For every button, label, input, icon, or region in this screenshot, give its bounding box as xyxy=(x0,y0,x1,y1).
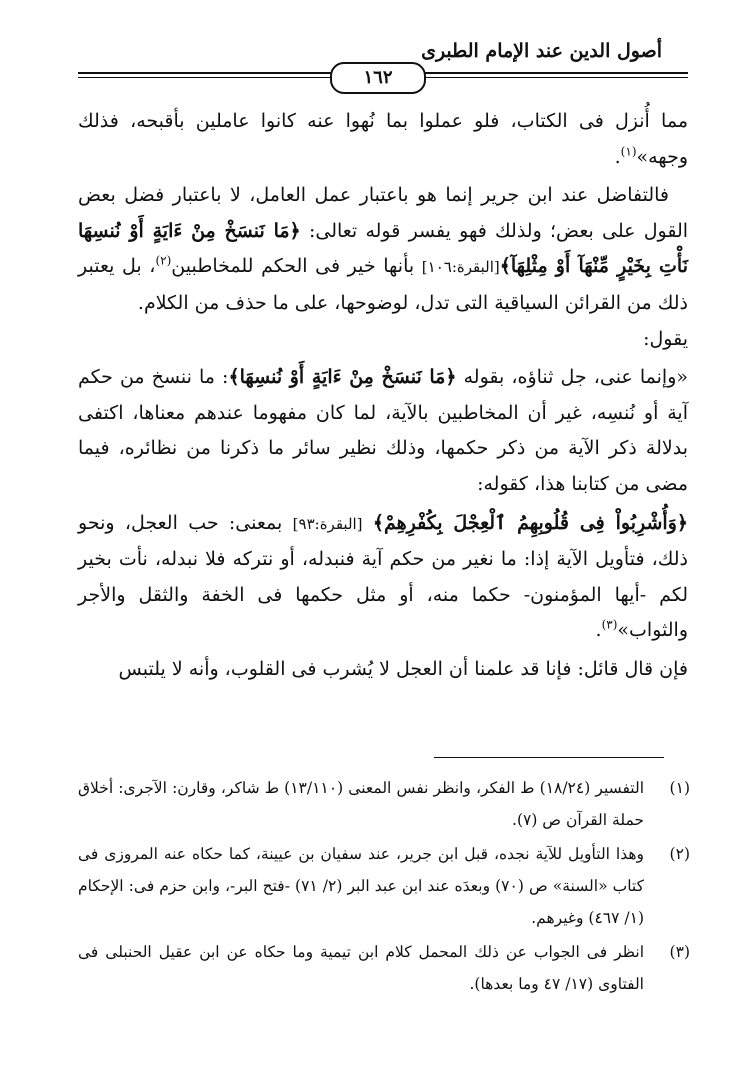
paragraph xyxy=(78,322,688,358)
page-number: ١٦٢ xyxy=(330,62,426,94)
paragraph-text: يقول: xyxy=(643,327,688,350)
footnote-separator xyxy=(434,757,664,758)
footnote xyxy=(78,772,690,836)
paragraph-text: «وإنما عنى، جل ثناؤه، بقوله xyxy=(463,366,688,389)
paragraph xyxy=(78,104,688,175)
paragraph-text: مما أُنزل فى الكتاب، فلو عملوا بما نُهوا عنه كانوا عاملين بأقبحه، فذلك وجهه» xyxy=(78,110,688,168)
quran-verse: ﴿وَأُشْرِبُواْ فِى قُلُوبِهِمُ ٱلْعِجْلَ بِكُفْرِهِمْ﴾ xyxy=(372,511,689,534)
footnote-marker: (٣) xyxy=(601,617,618,632)
quotation xyxy=(78,360,688,502)
footnote-number: (١) xyxy=(669,779,690,797)
footnote xyxy=(78,838,690,934)
paragraph-end: . xyxy=(614,145,621,168)
footnote-marker: (١) xyxy=(620,144,637,159)
footnote-text: انظر فى الجواب عن ذلك المحمل كلام ابن تيمية وما حكاه عن ابن عقيل الحنبلى فى الفتاوى (١٧/ ٤٧ وما بعدها). xyxy=(78,943,644,993)
quran-verse: ﴿مَا نَنسَخْ مِنْ ءَايَةٍ أَوْ نُنسِهَا نَأْتِ بِخَيْرٍ مِّنْهَآ أَوْ مِثْلِهَآ﴾ xyxy=(78,219,689,278)
footnote xyxy=(78,936,690,1000)
footnote-text: وهذا التأويل للآية نجده، قبل ابن جرير، عند سفيان بن عيينة، كما حكاه عنه المروزى فى كتاب «السنة» ص (٧٠) وبعدَه عند ابن عبد البر (٢/ ٧١) -فتح البر-، وابن حزم فى: الإحكام (١/ ٤٦٧) وغيرهم. xyxy=(78,845,644,927)
paragraph-text: بمعنى: حب العجل، ونحو ذلك، فتأويل الآية إذا: ما نغير من حكم آية فنبدله، أو نتركه فلا نبدله، نأت بخير لكم -أيها المؤمنون- حكما منه، أو مثل حكمها فى الخفة والثقل والأجر والثواب» xyxy=(78,511,688,642)
verse-reference: [البقرة:١٠٦] xyxy=(421,258,500,277)
quran-verse: ﴿مَا نَنسَخْ مِنْ ءَايَةٍ أَوْ نُنسِهَا﴾ xyxy=(228,366,457,389)
paragraph-text: ، بل يعتبر ذلك من القرائن السياقية التى تدل، لوضوحها، على ما حذف من الكلام. xyxy=(78,255,688,314)
footnote-text: التفسير (١٨/٢٤) ط الفكر، وانظر نفس المعنى (١٣/١١٠) ط شاكر، وقارن: الآجرى: أخلاق حملة القرآن ص (٧). xyxy=(78,779,645,829)
paragraph-text: بأنها خير فى الحكم للمخاطبين xyxy=(171,255,415,278)
footnotes xyxy=(78,772,690,1002)
footnote-number: (٣) xyxy=(669,943,690,961)
paragraph xyxy=(78,652,688,688)
paragraph-text: فالتفاضل عند ابن جرير إنما هو باعتبار عمل العامل، لا باعتبار فضل بعض القول على بعض؛ ولذلك فهو يفسر قوله تعالى: xyxy=(78,184,689,242)
paragraph-text: فإن قال قائل: فإنا قد علمنا أن العجل لا يُشرب فى القلوب، وأنه لا يلتبس xyxy=(118,657,688,680)
paragraph-text: : ما ننسخ من حكم آية أو نُنسِه، غير أن المخاطبين بالآية، لما كان مفهوما عندهم معناها، اكتفى بدلالة ذكر الآية من ذكر حكمها، وذلك نظير سائر ما ذكرنا من نظائره، فيما مضى من كتابنا هذا، كقوله: xyxy=(78,366,688,495)
paragraph xyxy=(78,178,688,321)
main-text xyxy=(78,104,688,688)
footnote-marker: (٢) xyxy=(155,254,172,269)
verse-reference: [البقرة:٩٣] xyxy=(292,514,363,533)
paragraph-end: . xyxy=(595,619,602,642)
running-title: أصول الدين عند الإمام الطبرى xyxy=(421,40,662,62)
quotation xyxy=(78,506,688,649)
footnote-number: (٢) xyxy=(669,845,690,863)
